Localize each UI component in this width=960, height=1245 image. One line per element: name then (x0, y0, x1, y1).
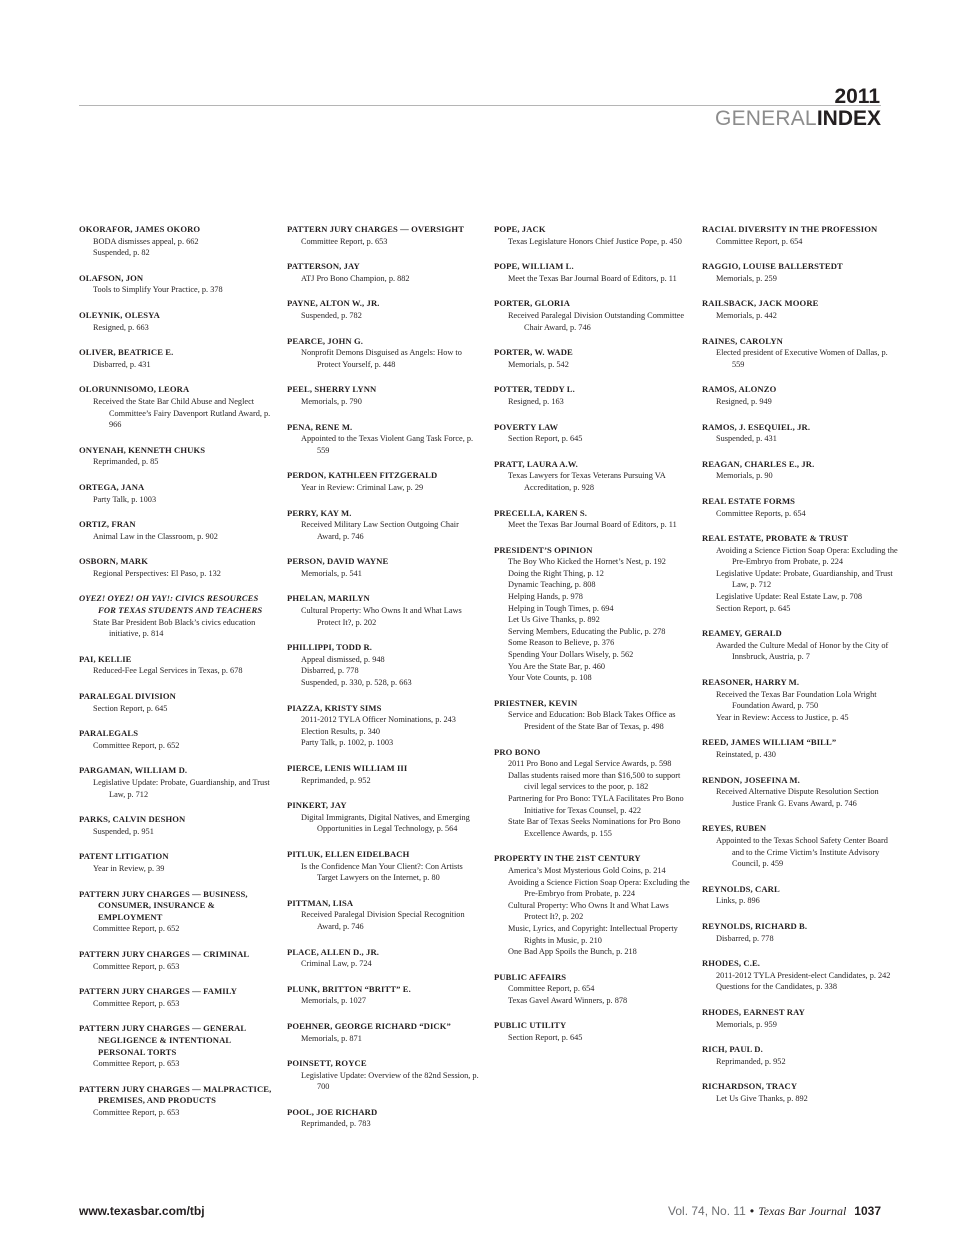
index-entry (702, 459, 898, 482)
entry-heading: PRATT, LAURA A.W. (494, 458, 578, 469)
entry-reference: Music, Lyrics, and Copyright: Intellectual Property Rights in Music, p. 210 (508, 923, 678, 945)
index-entry (702, 298, 898, 321)
entry-heading: PUBLIC UTILITY (494, 1020, 567, 1031)
index-entry (494, 224, 690, 247)
entry-reference: Section Report, p. 645 (716, 603, 791, 613)
entry-reference: Reprimanded, p. 85 (93, 457, 159, 467)
entry-reference: Resigned, p. 949 (716, 396, 772, 406)
index-entry (79, 273, 275, 296)
entry-heading: PRO BONO (494, 746, 541, 757)
entry-reference: Committee Report, p. 652 (93, 740, 180, 750)
entry-reference: Texas Gavel Award Winners, p. 878 (508, 995, 628, 1005)
entry-reference: Appeal dismissed, p. 948 (301, 654, 385, 664)
entry-reference: You Are the State Bar, p. 460 (508, 661, 605, 671)
entry-reference: Reprimanded, p. 952 (716, 1056, 786, 1066)
entry-reference: Memorials, p. 959 (716, 1019, 777, 1029)
index-entry (287, 422, 483, 457)
entry-heading: REYNOLDS, RICHARD B. (702, 920, 808, 931)
entry-reference: Helping in Tough Times, p. 694 (508, 603, 614, 613)
entry-reference: Suspended, p. 951 (93, 826, 154, 836)
index-title (715, 107, 881, 131)
index-entry (494, 972, 690, 1007)
index-entry (494, 459, 690, 494)
index-entry (287, 556, 483, 579)
index-entry (79, 654, 275, 677)
entry-reference: Some Reason to Believe, p. 376 (508, 638, 615, 648)
index-entry (79, 593, 275, 639)
index-entry (79, 1084, 275, 1119)
entry-reference: Helping Hands, p. 978 (508, 592, 583, 602)
entry-reference: Avoiding a Science Fiction Soap Opera: Excluding the Pre-Embryo from Probate, p. 224 (508, 877, 690, 899)
entry-reference: Suspended, p. 330, p. 528, p. 663 (301, 678, 412, 688)
entry-heading: PORTER, GLORIA (494, 298, 571, 309)
index-entry (702, 823, 898, 869)
entry-reference: Is the Confidence Man Your Client?: Con Artists Target Lawyers on the Internet, p. 80 (301, 861, 463, 883)
entry-reference: Received Paralegal Division Special Recognition Award, p. 746 (301, 910, 465, 931)
entry-heading: PITLUK, ELLEN EIDELBACH (287, 848, 410, 859)
entry-heading: REASONER, HARRY M. (702, 677, 800, 688)
entry-reference: Disbarred, p. 431 (93, 359, 151, 369)
entry-reference: Memorials, p. 442 (716, 310, 777, 320)
index-entry (287, 1021, 483, 1044)
entry-heading: PEEL, SHERRY LYNN (287, 384, 377, 395)
entry-reference: Disbarred, p. 778 (716, 933, 774, 943)
entry-heading: PINKERT, JAY (287, 800, 347, 811)
index-entry (79, 347, 275, 370)
entry-reference: Tools to Simplify Your Practice, p. 378 (93, 285, 223, 295)
entry-reference: Nonprofit Demons Disguised as Angels: How to Protect Yourself, p. 448 (301, 348, 462, 369)
entry-reference: One Bad App Spoils the Bunch, p. 218 (508, 947, 637, 957)
entry-reference: Received Paralegal Division Outstanding Committee Chair Award, p. 746 (508, 310, 685, 332)
index-entry (287, 763, 483, 786)
index-entry (79, 691, 275, 714)
index-column-4 (702, 224, 898, 1118)
entry-heading: RAMOS, J. ESEQUIEL, JR. (702, 421, 811, 432)
entry-heading: POPE, WILLIAM L. (494, 261, 574, 272)
index-title-index: INDEX (816, 107, 881, 130)
index-entry (702, 224, 898, 247)
index-column-2 (287, 224, 483, 1144)
index-entry (494, 545, 690, 684)
entry-heading: RENDON, JOSEFINA M. (702, 774, 800, 785)
entry-reference: Committee Report, p. 654 (508, 984, 595, 994)
entry-reference: Legislative Update: Overview of the 82nd Session, p. 700 (301, 1070, 479, 1092)
entry-reference: Year in Review: Criminal Law, p. 29 (301, 482, 424, 492)
entry-reference: Let Us Give Thanks, p. 892 (508, 615, 600, 625)
entry-heading: POPE, JACK (494, 224, 546, 234)
index-entry (287, 298, 483, 321)
entry-reference: Received the Texas Bar Foundation Lola Wright Foundation Award, p. 750 (716, 689, 877, 711)
entry-heading: PATTERN JURY CHARGES — FAMILY (79, 986, 238, 997)
entry-heading: RACIAL DIVERSITY IN THE PROFESSION (702, 224, 878, 234)
entry-reference: Texas Lawyers for Texas Veterans Pursuing VA Accreditation, p. 928 (508, 471, 666, 492)
entry-heading: PARALEGALS (79, 728, 139, 739)
entry-reference: Section Report, p. 645 (508, 1033, 583, 1043)
entry-reference: Reprimanded, p. 952 (301, 775, 371, 785)
entry-heading: PENA, RENE M. (287, 421, 353, 432)
entry-heading: REYES, RUBEN (702, 823, 767, 834)
footer-volume: Vol. 74, No. 11 (668, 1204, 746, 1218)
entry-reference: Questions for the Candidates, p. 338 (716, 982, 837, 992)
index-entry (702, 628, 898, 663)
entry-heading: PERSON, DAVID WAYNE (287, 556, 389, 567)
entry-heading: OKORAFOR, JAMES OKORO (79, 224, 201, 234)
entry-heading: RAMOS, ALONZO (702, 384, 777, 395)
entry-heading: OSBORN, MARK (79, 556, 148, 567)
entry-heading: PHELAN, MARILYN (287, 593, 370, 604)
index-column-3 (494, 224, 690, 1058)
entry-heading: PATTERN JURY CHARGES — OVERSIGHT (287, 224, 465, 234)
entry-reference: Suspended, p. 782 (301, 310, 362, 320)
footer-journal: Texas Bar Journal (758, 1204, 847, 1218)
entry-heading: REAL ESTATE FORMS (702, 495, 796, 506)
entry-reference: Committee Report, p. 653 (93, 961, 180, 971)
entry-heading: OLORUNNISOMO, LEORA (79, 384, 190, 395)
entry-reference: Partnering for Pro Bono: TYLA Facilitates Pro Bono Initiative for Texas Counsel, p. 422 (508, 793, 684, 815)
entry-reference: Suspended, p. 431 (716, 434, 777, 444)
entry-reference: Memorials, p. 542 (508, 359, 569, 369)
index-entry (79, 519, 275, 542)
entry-heading: PARKS, CALVIN DESHON (79, 814, 186, 825)
entry-reference: 2011-2012 TYLA President-elect Candidates, p. 242 (716, 970, 891, 980)
index-entry (702, 384, 898, 407)
entry-reference: Serving Members, Educating the Public, p. 278 (508, 626, 666, 636)
index-entry (79, 814, 275, 837)
index-entry (287, 947, 483, 970)
entry-heading: REED, JAMES WILLIAM “BILL” (702, 737, 837, 748)
entry-reference: Dynamic Teaching, p. 808 (508, 580, 596, 590)
entry-heading: PATENT LITIGATION (79, 851, 169, 862)
entry-reference: ATJ Pro Bono Champion, p. 882 (301, 273, 410, 283)
entry-heading: ORTIZ, FRAN (79, 519, 136, 530)
index-entry (287, 224, 483, 247)
entry-reference: Memorials, p. 259 (716, 273, 777, 283)
entry-reference: Meet the Texas Bar Journal Board of Editors, p. 11 (508, 520, 677, 530)
entry-reference: Committee Report, p. 653 (93, 1059, 180, 1069)
entry-reference: The Boy Who Kicked the Hornet’s Nest, p. 192 (508, 557, 666, 567)
entry-heading: PLUNK, BRITTON “BRITT” E. (287, 983, 411, 994)
entry-heading: PROPERTY IN THE 21ST CENTURY (494, 853, 641, 864)
index-entry (702, 1044, 898, 1067)
entry-reference: Awarded the Culture Medal of Honor by the City of Innsbruck, Austria, p. 7 (716, 640, 889, 662)
index-entry (79, 1023, 275, 1069)
index-entry (79, 384, 275, 430)
index-entry (287, 1058, 483, 1093)
index-entry (702, 496, 898, 519)
index-entry (79, 986, 275, 1009)
index-entry (79, 310, 275, 333)
index-entry (79, 482, 275, 505)
entry-reference: Committee Reports, p. 654 (716, 508, 806, 518)
entry-reference: Party Talk, p. 1003 (93, 494, 157, 504)
index-year: 2011 (834, 85, 880, 108)
entry-heading: PAYNE, ALTON W., JR. (287, 298, 380, 309)
entry-heading: RAINES, CAROLYN (702, 335, 783, 346)
entry-reference: Received Military Law Section Outgoing Chair Award, p. 746 (301, 520, 459, 541)
footer-separator: • (749, 1204, 755, 1218)
index-entry (494, 347, 690, 370)
entry-reference: Election Results, p. 340 (301, 726, 381, 736)
entry-heading: PHILLIPPI, TODD R. (287, 642, 373, 653)
entry-heading: PIAZZA, KRISTY SIMS (287, 702, 382, 713)
entry-reference: Suspended, p. 82 (93, 248, 150, 258)
entry-reference: Reduced-Fee Legal Services in Texas, p. 678 (93, 666, 243, 676)
entry-heading: OLAFSON, JON (79, 272, 144, 283)
entry-heading: PORTER, W. WADE (494, 347, 573, 358)
entry-reference: Appointed to the Texas School Safety Center Board and to the Crime Victim’s Institute Advisory Council, p. 459 (716, 835, 888, 869)
entry-heading: PERDON, KATHLEEN FITZGERALD (287, 470, 438, 481)
entry-reference: Resigned, p. 163 (508, 396, 564, 406)
index-entry (702, 261, 898, 284)
entry-reference: Let Us Give Thanks, p. 892 (716, 1093, 808, 1103)
index-entry (287, 384, 483, 407)
index-entry (702, 533, 898, 614)
entry-reference: Spending Your Dollars Wisely, p. 562 (508, 650, 634, 660)
index-entry (79, 224, 275, 259)
index-entry (287, 800, 483, 835)
index-entry (287, 703, 483, 749)
entry-heading: PAI, KELLIE (79, 653, 132, 664)
index-entry (79, 949, 275, 972)
entry-reference: Animal Law in the Classroom, p. 902 (93, 531, 218, 541)
index-entry (287, 849, 483, 884)
entry-heading: ONYENAH, KENNETH CHUKS (79, 444, 206, 455)
entry-reference: Links, p. 896 (716, 896, 760, 906)
entry-heading: POEHNER, GEORGE RICHARD “DICK” (287, 1020, 451, 1031)
footer-issue (668, 1203, 881, 1219)
index-entry (494, 508, 690, 531)
index-entry (287, 1107, 483, 1130)
entry-reference: Avoiding a Science Fiction Soap Opera: Excluding the Pre-Embryo from Probate, p. 224 (716, 545, 898, 567)
entry-reference: Service and Education: Bob Black Takes Office as President of the State Bar of Texas, p. 498 (508, 710, 676, 731)
index-entry (79, 556, 275, 579)
index-entry (287, 898, 483, 933)
entry-heading: RHODES, C.E. (702, 958, 761, 969)
index-entry (494, 698, 690, 733)
entry-reference: BODA dismisses appeal, p. 662 (93, 236, 199, 246)
index-entry (494, 1020, 690, 1043)
entry-reference: Resigned, p. 663 (93, 322, 149, 332)
entry-heading: PATTERN JURY CHARGES — GENERAL NEGLIGENCE & INTENTIONAL PERSONAL TORTS (79, 1023, 246, 1057)
index-entry (702, 1081, 898, 1104)
entry-heading: POINSETT, ROYCE (287, 1058, 367, 1069)
entry-reference: Elected president of Executive Women of Dallas, p. 559 (716, 348, 888, 369)
entry-reference: 2011-2012 TYLA Officer Nominations, p. 243 (301, 715, 456, 725)
entry-heading: PARGAMAN, WILLIAM D. (79, 765, 188, 776)
entry-heading: PATTERN JURY CHARGES — MALPRACTICE, PREMISES, AND PRODUCTS (79, 1083, 272, 1106)
entry-reference: Criminal Law, p. 724 (301, 959, 372, 969)
entry-heading: REAL ESTATE, PROBATE & TRUST (702, 533, 849, 544)
entry-reference: Section Report, p. 645 (93, 703, 168, 713)
index-entry (79, 445, 275, 468)
entry-reference: Party Talk, p. 1002, p. 1003 (301, 738, 394, 748)
entry-heading: OLIVER, BEATRICE E. (79, 347, 174, 358)
index-entry (287, 593, 483, 628)
entry-heading: POVERTY LAW (494, 421, 559, 432)
entry-heading: PARALEGAL DIVISION (79, 691, 176, 702)
entry-reference: Cultural Property: Who Owns It and What Laws Protect It?, p. 202 (301, 606, 462, 627)
entry-reference: Committee Report, p. 654 (716, 236, 803, 246)
entry-heading: OYEZ! OYEZ! OH YAY!: CIVICS RESOURCES FOR TEXAS STUDENTS AND TEACHERS (79, 593, 263, 616)
index-entry (494, 853, 690, 957)
entry-reference: Legislative Update: Real Estate Law, p. 708 (716, 592, 862, 602)
entry-heading: PATTERN JURY CHARGES — BUSINESS, CONSUMER, INSURANCE & EMPLOYMENT (79, 888, 248, 922)
entry-reference: Digital Immigrants, Digital Natives, and Emerging Opportunities in Legal Technology, p. 564 (301, 812, 470, 834)
index-title-general: GENERAL (715, 107, 817, 130)
entry-reference: Meet the Texas Bar Journal Board of Editors, p. 11 (508, 273, 677, 283)
entry-reference: Dallas students raised more than $16,500 to support civil legal services to the poor, p. 182 (508, 770, 681, 792)
entry-reference: Legislative Update: Probate, Guardianship, and Trust Law, p. 712 (93, 778, 270, 799)
index-entry (79, 889, 275, 935)
entry-heading: POOL, JOE RICHARD (287, 1106, 378, 1117)
entry-reference: Committee Report, p. 653 (93, 998, 180, 1008)
page-number: 1037 (854, 1204, 881, 1218)
entry-reference: Memorials, p. 871 (301, 1033, 362, 1043)
index-entry (702, 775, 898, 810)
entry-heading: PITTMAN, LISA (287, 897, 354, 908)
entry-reference: America’s Most Mysterious Gold Coins, p. 214 (508, 865, 666, 875)
index-entry (702, 336, 898, 371)
entry-heading: RAILSBACK, JACK MOORE (702, 298, 819, 309)
index-entry (494, 261, 690, 284)
entry-reference: Received Alternative Dispute Resolution Section Justice Frank G. Evans Award, p. 746 (716, 787, 879, 808)
entry-heading: PERRY, KAY M. (287, 507, 352, 518)
index-entry (79, 728, 275, 751)
index-entry (494, 747, 690, 840)
entry-reference: Memorials, p. 790 (301, 396, 362, 406)
entry-reference: Section Report, p. 645 (508, 434, 583, 444)
entry-heading: RAGGIO, LOUISE BALLERSTEDT (702, 261, 843, 272)
entry-reference: Year in Review: Access to Justice, p. 45 (716, 712, 849, 722)
index-entry (79, 851, 275, 874)
entry-reference: Received the State Bar Child Abuse and Neglect Committee’s Fairy Davenport Rutland Award, p. 966 (93, 396, 271, 430)
entry-reference: Cultural Property: Who Owns It and What Laws Protect It?, p. 202 (508, 900, 669, 922)
index-entry (287, 261, 483, 284)
entry-heading: POTTER, TEDDY L. (494, 384, 575, 395)
entry-heading: RHODES, EARNEST RAY (702, 1006, 805, 1017)
entry-reference: 2011 Pro Bono and Legal Service Awards, p. 598 (508, 759, 672, 769)
entry-heading: PEARCE, JOHN G. (287, 335, 363, 346)
entry-heading: PATTERSON, JAY (287, 261, 360, 272)
index-entry (287, 470, 483, 493)
index-column-1 (79, 224, 275, 1132)
entry-heading: PIERCE, LENIS WILLIAM III (287, 763, 408, 773)
entry-reference: Memorials, p. 1027 (301, 996, 366, 1006)
index-entry (702, 737, 898, 760)
entry-heading: PRECELLA, KAREN S. (494, 507, 588, 518)
entry-heading: ORTEGA, JANA (79, 481, 145, 492)
entry-reference: State Bar President Bob Black’s civics education initiative, p. 814 (93, 617, 256, 639)
entry-heading: PRESIDENT’S OPINION (494, 544, 593, 555)
index-entry (287, 336, 483, 371)
entry-heading: PRIESTNER, KEVIN (494, 697, 578, 708)
footer-url[interactable]: www.texasbar.com/tbj (79, 1204, 205, 1218)
entry-reference: Texas Legislature Honors Chief Justice Pope, p. 450 (508, 236, 682, 246)
index-entry (494, 422, 690, 445)
index-entry (702, 921, 898, 944)
entry-reference: Year in Review, p. 39 (93, 863, 165, 873)
entry-reference: Doing the Right Thing, p. 12 (508, 568, 604, 578)
entry-heading: PUBLIC AFFAIRS (494, 971, 567, 982)
entry-reference: Regional Perspectives: El Paso, p. 132 (93, 568, 221, 578)
entry-reference: Reprimanded, p. 783 (301, 1119, 371, 1129)
entry-heading: REAGAN, CHARLES E., JR. (702, 458, 815, 469)
entry-reference: Appointed to the Texas Violent Gang Task Force, p. 559 (301, 434, 474, 455)
entry-heading: REYNOLDS, CARL (702, 883, 780, 894)
entry-reference: Disbarred, p. 778 (301, 666, 359, 676)
index-entry (702, 422, 898, 445)
entry-reference: Committee Report, p. 653 (93, 1107, 180, 1117)
index-entry (702, 1007, 898, 1030)
entry-reference: Memorials, p. 90 (716, 471, 773, 481)
header-rule (79, 105, 881, 106)
index-entry (79, 765, 275, 800)
index-entry (287, 984, 483, 1007)
entry-reference: Your Vote Counts, p. 108 (508, 673, 592, 683)
entry-heading: REAMEY, GERALD (702, 628, 782, 639)
entry-reference: State Bar of Texas Seeks Nominations for Pro Bono Excellence Awards, p. 155 (508, 817, 681, 838)
entry-heading: OLEYNIK, OLESYA (79, 309, 160, 320)
entry-reference: Memorials, p. 541 (301, 568, 362, 578)
entry-reference: Committee Report, p. 653 (301, 236, 388, 246)
entry-heading: RICHARDSON, TRACY (702, 1081, 798, 1092)
index-entry (494, 298, 690, 333)
index-entry (287, 508, 483, 543)
entry-reference: Legislative Update: Probate, Guardianship, and Trust Law, p. 712 (716, 568, 893, 590)
entry-reference: Committee Report, p. 652 (93, 924, 180, 934)
entry-heading: PLACE, ALLEN D., JR. (287, 946, 380, 957)
index-entry (702, 677, 898, 723)
index-entry (702, 884, 898, 907)
index-entry (702, 958, 898, 993)
index-entry (287, 642, 483, 688)
entry-reference: Reinstated, p. 430 (716, 750, 776, 759)
index-entry (494, 384, 690, 407)
entry-heading: PATTERN JURY CHARGES — CRIMINAL (79, 948, 250, 959)
entry-heading: RICH, PAUL D. (702, 1044, 763, 1055)
